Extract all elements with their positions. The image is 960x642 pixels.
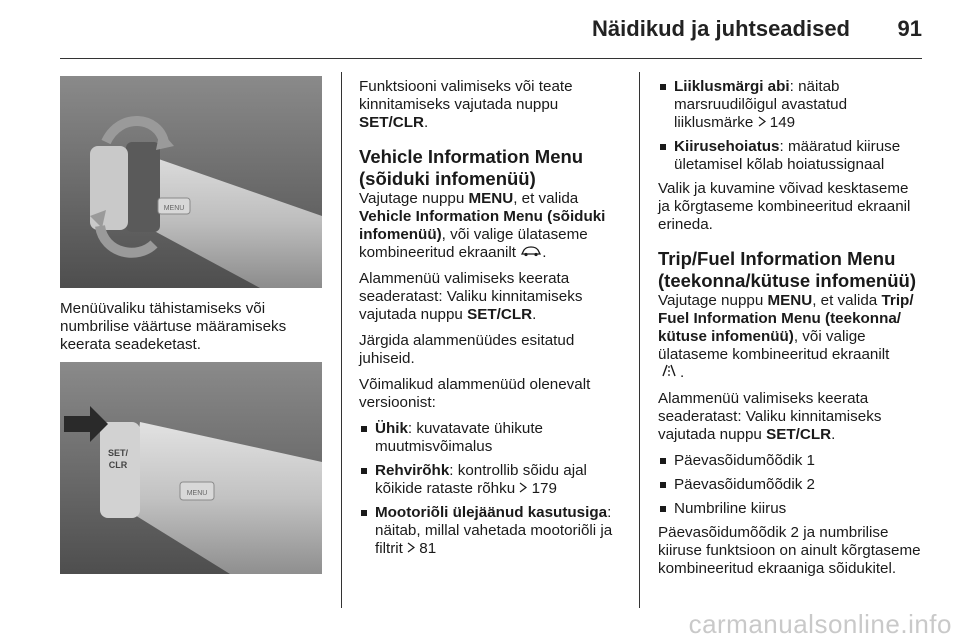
paragraph <box>359 190 627 262</box>
text: , või valige ülataseme kombineeritud ekraanilt <box>658 328 890 364</box>
arrow-ref-icon <box>758 114 766 132</box>
list-item <box>359 504 627 558</box>
text: , et valida <box>812 292 882 310</box>
paragraph: Valik ja kuvamine võivad kesktaseme ja kõrgtaseme kombineeritud ekraanil erineda. <box>658 180 911 234</box>
paragraph <box>658 292 924 382</box>
paragraph <box>359 270 627 324</box>
text: Vajutage nuppu <box>359 190 469 207</box>
photo-clr-label: CLR <box>108 460 128 470</box>
header-divider <box>60 58 922 59</box>
bullet-text: : näitab marsruudilõigul avastatud liiklusmärke <box>674 78 848 132</box>
bullet-text: : kuvatavate ühikute muutmisvõimalus <box>375 420 544 456</box>
bullet-title: Rehvirõhk <box>375 462 450 480</box>
paragraph: Järgida alammenüüdes esitatud juhiseid. <box>359 332 575 368</box>
text: Alammenüü valimiseks keerata seaderatast: Valiku kinnitamiseks vajutada nuppu <box>658 390 882 444</box>
text: , või valige ülataseme kombineeritud ekraanilt <box>359 226 588 262</box>
text: . <box>532 306 537 324</box>
text: Funktsiooni valimiseks või teate kinnitamiseks vajutada nuppu <box>359 78 573 113</box>
text: Alammenüü valimiseks keerata seaderatast: Valiku kinnitamiseks vajutada nuppu <box>359 270 583 324</box>
bullet-title: Kiirusehoiatus <box>674 138 780 156</box>
list-item <box>658 78 924 132</box>
photo-menu-label-2: MENU <box>186 490 208 497</box>
set-clr-label: SET/CLR <box>359 114 424 131</box>
bullet-title: Liiklusmärgi abi <box>674 78 790 95</box>
menu-name: Trip/ Fuel Information Menu (teekonna/ kütuse infomenüü) <box>658 292 914 346</box>
text: , et valida <box>513 190 579 207</box>
list-item <box>359 420 627 456</box>
page-reference[interactable]: 149 <box>769 114 796 132</box>
arrow-ref-icon <box>407 540 415 558</box>
list-item: Päevasõidumõõdik 2 <box>658 476 924 494</box>
list-item: Numbriline kiirus <box>658 500 924 518</box>
list-item <box>359 462 627 498</box>
section-heading: Trip/Fuel Information Menu (teekonna/kütuse infomenüü) <box>658 248 916 292</box>
paragraph <box>658 390 924 444</box>
paragraph: Võimalikud alammenüüd olenevalt versioonist: <box>359 376 591 412</box>
bullet-text: : kontrollib sõidu ajal kõikide rataste rõhku <box>375 462 587 498</box>
bullet-text: : määratud kiiruse ületamisel kõlab hoiatussignaal <box>674 138 901 174</box>
menu-label: MENU <box>468 190 514 207</box>
list-item: Päevasõidumõõdik 1 <box>658 452 924 470</box>
stalk-rotate-photo <box>60 76 322 288</box>
paragraph <box>359 78 627 132</box>
bullet-text: : näitab, millal vahetada mootoriõli ja filtrit <box>375 504 613 558</box>
column-divider <box>639 72 640 608</box>
text: . <box>542 244 547 262</box>
bullet-title: Ühik <box>375 420 408 438</box>
set-clr-label: SET/CLR <box>766 426 832 444</box>
right-column <box>658 78 924 586</box>
page-reference[interactable]: 179 <box>531 480 557 498</box>
page-reference[interactable]: 81 <box>419 540 437 558</box>
paragraph: Päevasõidumõõdik 2 ja numbrilise kiiruse funktsioon on ainult kõrgtaseme kombineeritud ekraaniga sõidukitel. <box>658 524 921 578</box>
stalk-press-photo <box>60 362 322 574</box>
column-divider <box>341 72 342 608</box>
photo-caption: Menüüvaliku tähistamiseks või numbrilise väärtuse määramiseks keerata seadeketast. <box>60 300 287 353</box>
car-icon <box>520 244 542 262</box>
set-clr-label: SET/CLR <box>467 306 533 324</box>
road-icon <box>658 364 680 382</box>
menu-label: MENU <box>767 292 813 310</box>
list-item <box>658 138 924 174</box>
bullet-title: Mootoriõli ülejäänud kasutusiga <box>375 504 608 522</box>
text: . <box>831 426 836 444</box>
photo-set-label: SET/ <box>107 448 129 458</box>
text: . <box>680 364 685 382</box>
middle-column <box>359 78 627 564</box>
page-number: 91 <box>897 16 922 41</box>
text: Vajutage nuppu <box>658 292 768 310</box>
text: . <box>423 114 429 131</box>
page-title: Näidikud ja juhtseadised <box>592 16 850 41</box>
photo-menu-label: MENU <box>163 205 185 212</box>
arrow-ref-icon <box>519 480 527 498</box>
menu-name: Vehicle Information Menu (sõiduki infomenüü) <box>359 208 606 243</box>
watermark: carmanualsonline.info <box>688 609 952 639</box>
section-heading: Vehicle Information Menu (sõiduki infomenüü) <box>359 146 584 189</box>
left-column <box>60 300 322 362</box>
